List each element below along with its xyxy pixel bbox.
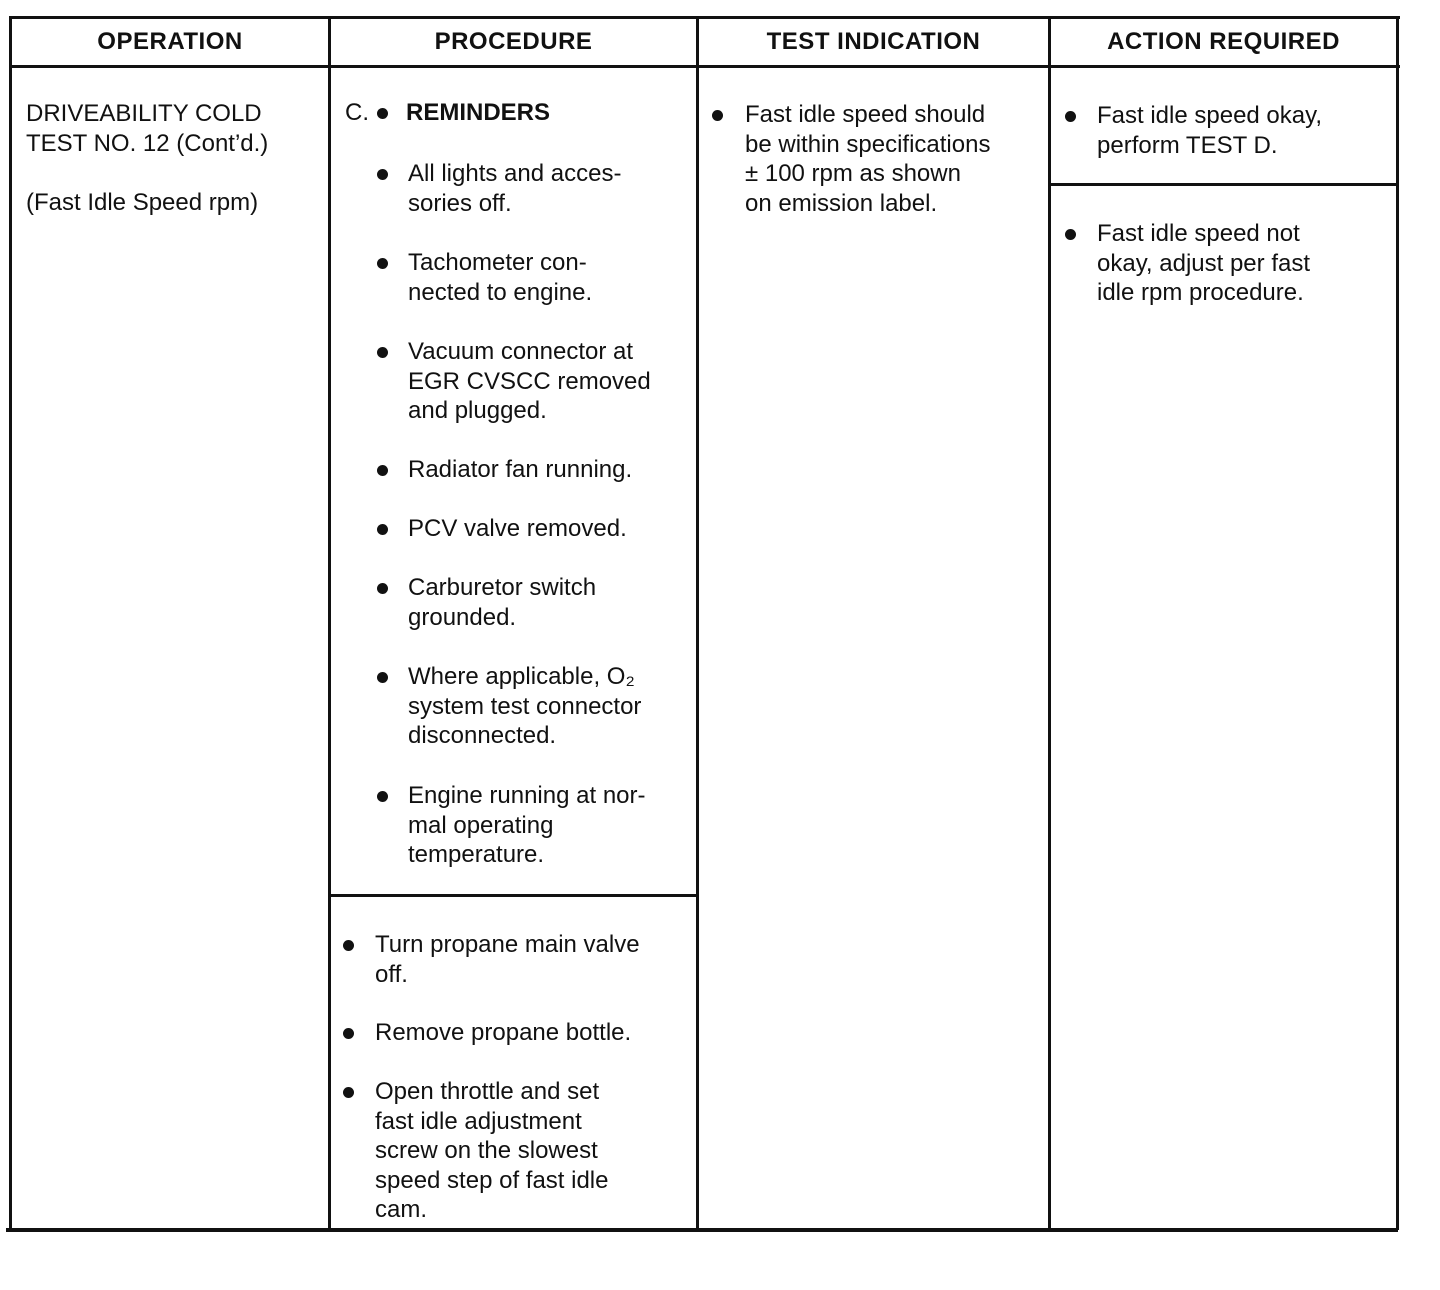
action-not-okay: Fast idle speed not okay, adjust per fast idle rpm procedure. bbox=[1065, 219, 1310, 308]
bullet-icon bbox=[377, 169, 388, 180]
table-border-right bbox=[1396, 16, 1399, 1230]
header-action-required: ACTION REQUIRED bbox=[1107, 28, 1340, 55]
bullet-icon bbox=[377, 465, 388, 476]
action-okay: Fast idle speed okay, perform TEST D. bbox=[1065, 101, 1322, 160]
test-indication-item: Fast idle speed should be within specifications ± 100 rpm as shown on emission label. bbox=[712, 100, 990, 218]
reminder-item: Engine running at nor- mal operating temperature. bbox=[377, 781, 646, 870]
procedure-step: Open throttle and set fast idle adjustment screw on the slowest speed step of fast idle cam. bbox=[343, 1077, 608, 1225]
bullet-icon bbox=[1065, 229, 1076, 240]
reminders-heading bbox=[345, 98, 550, 128]
reminder-item: Radiator fan running. bbox=[377, 455, 632, 485]
action-row-divider bbox=[1050, 183, 1398, 186]
header-procedure: PROCEDURE bbox=[434, 28, 593, 55]
operation-test-name: DRIVEABILITY COLD TEST NO. 12 (Cont’d.) bbox=[26, 100, 269, 157]
table-border-bottom bbox=[6, 1228, 1398, 1232]
header-test-indication: TEST INDICATION bbox=[766, 28, 981, 55]
bullet-icon bbox=[712, 110, 723, 121]
bullet-icon bbox=[377, 258, 388, 269]
reminder-item: Vacuum connector at EGR CVSCC removed and plugged. bbox=[377, 337, 651, 426]
procedure-step: Turn propane main valve off. bbox=[343, 930, 640, 989]
column-divider-1 bbox=[328, 16, 331, 1230]
reminder-item: All lights and acces- sories off. bbox=[377, 159, 621, 218]
bullet-icon bbox=[343, 1028, 354, 1039]
table-border-left bbox=[9, 16, 12, 1230]
bullet-icon bbox=[377, 672, 388, 683]
reminder-item: Where applicable, O₂ system test connector disconnected. bbox=[377, 662, 641, 751]
operation-subtitle: (Fast Idle Speed rpm) bbox=[26, 189, 259, 216]
bullet-icon bbox=[343, 1087, 354, 1098]
reminder-item: PCV valve removed. bbox=[377, 514, 627, 544]
bullet-icon bbox=[343, 940, 354, 951]
bullet-icon bbox=[377, 791, 388, 802]
bullet-icon bbox=[377, 108, 388, 119]
reminder-item: Tachometer con- nected to engine. bbox=[377, 248, 592, 307]
column-divider-2 bbox=[696, 16, 699, 1230]
column-divider-3 bbox=[1048, 16, 1051, 1230]
bullet-icon bbox=[377, 347, 388, 358]
procedure-row-divider bbox=[330, 894, 698, 897]
bullet-icon bbox=[377, 583, 388, 594]
bullet-icon bbox=[377, 524, 388, 535]
header-operation: OPERATION bbox=[97, 28, 243, 55]
procedure-step-letter: C. bbox=[345, 99, 369, 126]
reminder-item: Carburetor switch grounded. bbox=[377, 573, 596, 632]
reminders-title: REMINDERS bbox=[406, 99, 551, 126]
procedure-step: Remove propane bottle. bbox=[343, 1018, 631, 1048]
bullet-icon bbox=[1065, 111, 1076, 122]
